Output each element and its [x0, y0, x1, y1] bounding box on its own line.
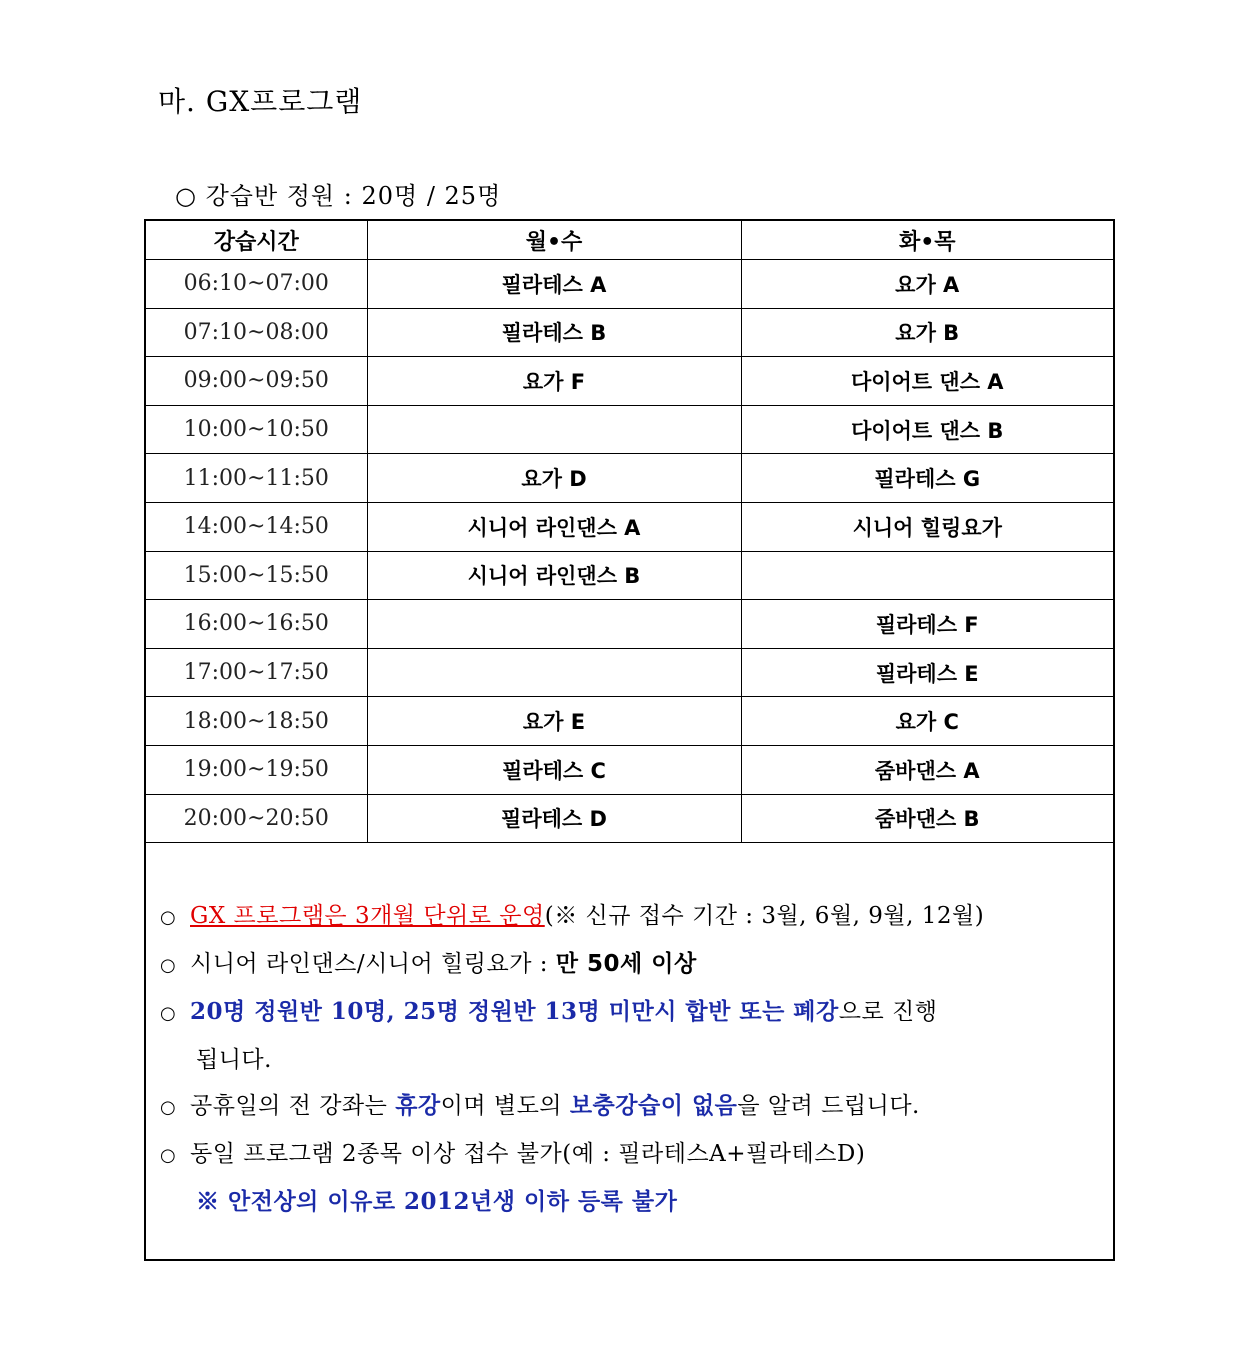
- note-holiday: [160, 1083, 1100, 1131]
- tue-thu-class: 요가 A: [741, 260, 1113, 309]
- tue-thu-class: 필라테스 G: [741, 454, 1113, 503]
- note-text: 공휴일의 전 강좌는: [190, 1093, 396, 1119]
- note-blue-text: ※ 안전상의 이유로 2012년생 이하 등록 불가: [196, 1188, 678, 1215]
- table-row: [146, 697, 1113, 746]
- note-text: 동일 프로그램 2종목 이상 접수 불가(예 : 필라테스A+필라테스D): [190, 1141, 866, 1167]
- schedule-table: [146, 221, 1113, 843]
- note-bold-text: 만 50세 이상: [555, 951, 697, 977]
- tue-thu-class: 줌바댄스 A: [741, 745, 1113, 794]
- time-cell: 11:00~11:50: [146, 454, 367, 503]
- table-row: [146, 794, 1113, 843]
- mon-wed-class: [367, 600, 741, 649]
- mon-wed-class: 요가 D: [367, 454, 741, 503]
- table-row: [146, 600, 1113, 649]
- note-text: 으로 진행: [838, 999, 938, 1025]
- mon-wed-class: 요가 E: [367, 697, 741, 746]
- mon-wed-class: 필라테스 B: [367, 308, 741, 357]
- bullet-icon: ○: [160, 1145, 177, 1166]
- notes-section: [160, 893, 1100, 1225]
- bullet-icon: ○: [160, 1003, 177, 1024]
- note-blue-text: 20명 정원반 10명, 25명 정원반 13명 미만시 합반 또는 폐강: [190, 998, 839, 1025]
- table-row: [146, 357, 1113, 406]
- tue-thu-class: 필라테스 F: [741, 600, 1113, 649]
- tue-thu-class: 요가 C: [741, 697, 1113, 746]
- header-mon-wed: 월•수: [367, 221, 741, 260]
- table-row: [146, 745, 1113, 794]
- table-row: [146, 648, 1113, 697]
- table-row: [146, 405, 1113, 454]
- mon-wed-class: 요가 F: [367, 357, 741, 406]
- note-age-restriction: [160, 1179, 1100, 1225]
- time-cell: 10:00~10:50: [146, 405, 367, 454]
- mon-wed-class: [367, 648, 741, 697]
- schedule-box: [144, 219, 1115, 1261]
- tue-thu-class: 필라테스 E: [741, 648, 1113, 697]
- table-row: [146, 260, 1113, 309]
- note-operation-period: [160, 893, 1100, 941]
- mon-wed-class: 필라테스 D: [367, 794, 741, 843]
- class-capacity: ○ 강습반 정원 : 20명 / 25명: [175, 182, 502, 210]
- table-row: [146, 454, 1113, 503]
- bullet-icon: ○: [160, 1097, 177, 1118]
- note-merge-cancel-continued: 됩니다.: [196, 1047, 272, 1073]
- table-row: [146, 551, 1113, 600]
- note-duplicate-registration: [160, 1131, 1100, 1179]
- note-senior-age: [160, 941, 1100, 989]
- tue-thu-class: 다이어트 댄스 B: [741, 405, 1113, 454]
- note-blue-text: 휴강: [395, 1092, 441, 1119]
- note-text: 이며 별도의: [440, 1093, 570, 1119]
- tue-thu-class: [741, 551, 1113, 600]
- mon-wed-class: 필라테스 C: [367, 745, 741, 794]
- bullet-icon: ○: [160, 907, 177, 928]
- mon-wed-class: 시니어 라인댄스 B: [367, 551, 741, 600]
- note-red-text: GX 프로그램은 3개월 단위로 운영: [190, 903, 545, 929]
- time-cell: 09:00~09:50: [146, 357, 367, 406]
- mon-wed-class: 필라테스 A: [367, 260, 741, 309]
- tue-thu-class: 다이어트 댄스 A: [741, 357, 1113, 406]
- tue-thu-class: 시니어 힐링요가: [741, 502, 1113, 551]
- time-cell: 06:10~07:00: [146, 260, 367, 309]
- time-cell: 07:10~08:00: [146, 308, 367, 357]
- time-cell: 16:00~16:50: [146, 600, 367, 649]
- header-time: 강습시간: [146, 221, 367, 260]
- time-cell: 14:00~14:50: [146, 502, 367, 551]
- time-cell: 17:00~17:50: [146, 648, 367, 697]
- tue-thu-class: 줌바댄스 B: [741, 794, 1113, 843]
- note-blue-text: 보충강습이 없음: [569, 1092, 738, 1119]
- time-cell: 20:00~20:50: [146, 794, 367, 843]
- mon-wed-class: [367, 405, 741, 454]
- time-cell: 18:00~18:50: [146, 697, 367, 746]
- section-heading: 마. GX프로그램: [158, 85, 363, 118]
- mon-wed-class: 시니어 라인댄스 A: [367, 502, 741, 551]
- table-header-row: [146, 221, 1113, 260]
- note-text: 시니어 라인댄스/시니어 힐링요가 :: [190, 951, 556, 977]
- tue-thu-class: 요가 B: [741, 308, 1113, 357]
- table-row: [146, 308, 1113, 357]
- header-tue-thu: 화•목: [741, 221, 1113, 260]
- bullet-icon: ○: [160, 955, 177, 976]
- note-text: 을 알려 드립니다.: [737, 1093, 920, 1119]
- time-cell: 15:00~15:50: [146, 551, 367, 600]
- table-row: [146, 502, 1113, 551]
- time-cell: 19:00~19:50: [146, 745, 367, 794]
- note-merge-cancel: [160, 989, 1100, 1037]
- note-text: (※ 신규 접수 기간 : 3월, 6월, 9월, 12월): [544, 903, 985, 929]
